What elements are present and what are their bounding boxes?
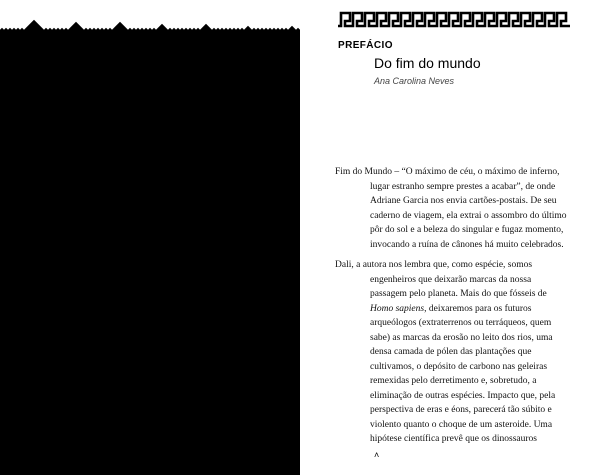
chapter-author: Ana Carolina Neves [374,76,455,86]
paragraph-2-text-a: Dali, a autora nos lembra que, como espécie, somos engenheiros que deixarão marcas da nossa passagem pelo planeta. Mais do que fósseis de [335,260,547,299]
paragraph-2-text-b: , deixaremos para os futuros arqueólogos (extraterrenos ou terráqueos, quem sabe) as marcas da erosão no leito dos rios, uma densa camada de pólen das plantações que cultivamos, o depósito de carbono nas geleiras remexidas pelo derretimento e, sobretudo, a eliminação de outras espécies. Impacto que, pela perspectiva de eras e éons, parecerá tão súbito e violento quanto o choque de um asteroide. Uma hipótese científica prevê que os dinossauros [370,303,556,444]
preface-body [335,165,567,453]
section-label: PREFÁCIO [338,40,393,51]
chapter-title: Do fim do mundo [374,55,481,71]
species-name: Homo sapiens [370,303,425,314]
page-marker: ˄ [374,450,380,460]
greek-key-border [338,10,571,28]
paragraph-1: Fim do Mundo – “O máximo de céu, o máximo de inferno, lugar estranho sempre prestes a acabar”, de onde Adriane Garcia nos envia cartões-postais. De seu caderno de viagem, ela extrai o assombro do último pôr do sol e a beleza do singular e fugaz momento, invocando a ruína de cânones há muito celebrados. [335,167,567,250]
paragraph-2 [335,258,567,447]
